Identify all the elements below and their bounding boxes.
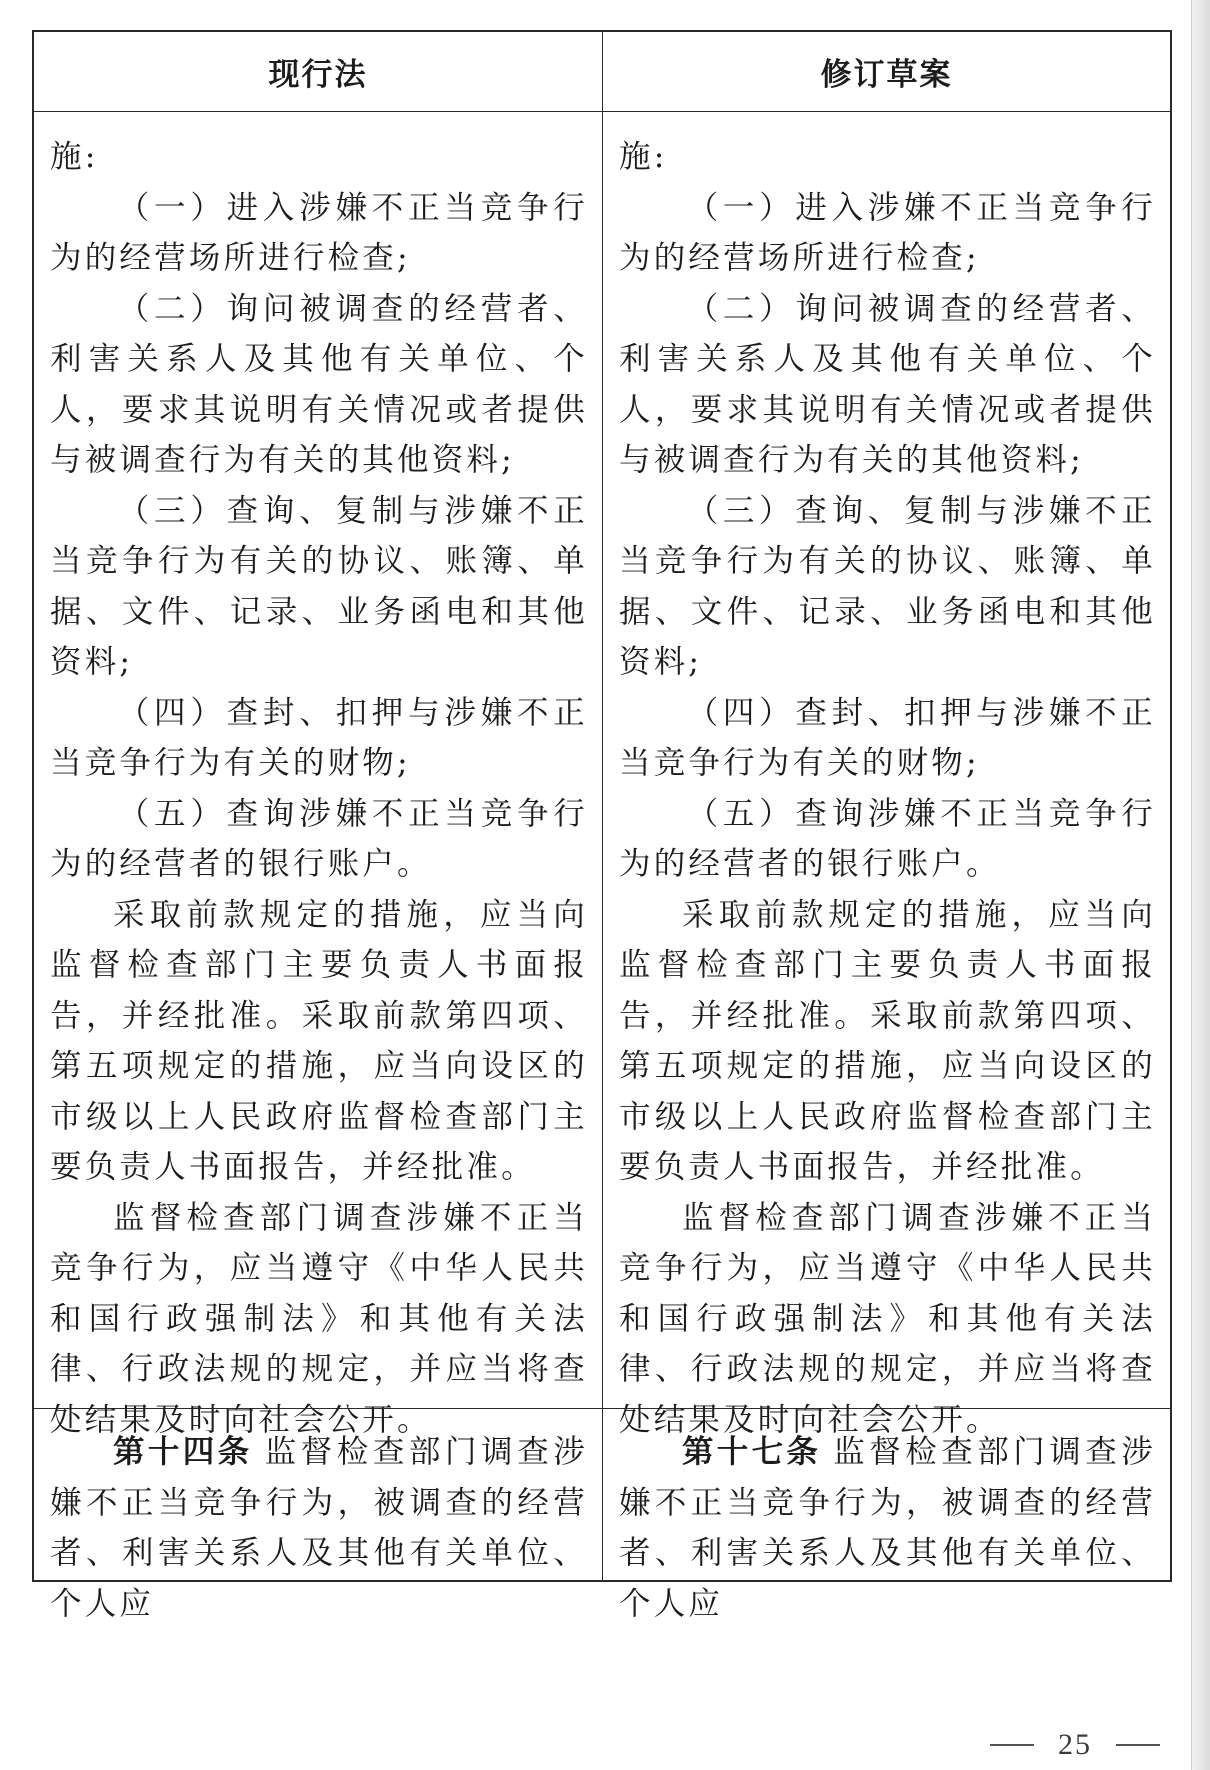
table-content-row — [34, 112, 1170, 1438]
current-law-cell — [34, 112, 602, 1438]
page-number-dash-left — [990, 1744, 1034, 1746]
draft-para-2: （二）询问被调查的经营者、利害关系人及其他有关单位、个人，要求其说明有关情况或者提供与被调查行为有关的其他资料; — [619, 290, 1156, 478]
draft-article-text: 监督检查部门调查涉嫌不正当竞争行为，被调查的经营者、利害关系人及其他有关单位、个人应 — [619, 1434, 1156, 1622]
current-law-para-2: （二）询问被调查的经营者、利害关系人及其他有关单位、个人，要求其说明有关情况或者提供与被调查行为有关的其他资料; — [50, 290, 588, 478]
header-cell-draft — [602, 32, 1170, 111]
draft-para-7: 监督检查部门调查涉嫌不正当竞争行为，应当遵守《中华人民共和国行政强制法》和其他有关法律、行政法规的规定，并应当将查处结果及时向社会公开。 — [619, 1199, 1156, 1438]
table-header-row — [34, 32, 1170, 112]
draft-article — [619, 1427, 1156, 1629]
current-law-para-0: 施: — [50, 139, 99, 175]
draft-para-1: （一）进入涉嫌不正当竞争行为的经营场所进行检查; — [619, 189, 1156, 276]
draft-para-0: 施: — [619, 139, 668, 175]
current-law-para-7: 监督检查部门调查涉嫌不正当竞争行为，应当遵守《中华人民共和国行政强制法》和其他有关法律、行政法规的规定，并应当将查处结果及时向社会公开。 — [50, 1199, 588, 1438]
draft-article-cell — [602, 1409, 1170, 1622]
current-law-para-4: （四）查封、扣押与涉嫌不正当竞争行为有关的财物; — [50, 694, 588, 781]
draft-para-3: （三）查询、复制与涉嫌不正当竞争行为有关的协议、账簿、单据、文件、记录、业务函电和其他资料; — [619, 492, 1156, 680]
current-law-para-1: （一）进入涉嫌不正当竞争行为的经营场所进行检查; — [50, 189, 588, 276]
page-number — [990, 1728, 1160, 1762]
draft-para-6: 采取前款规定的措施，应当向监督检查部门主要负责人书面报告，并经批准。采取前款第四项、第五项规定的措施，应当向设区的市级以上人民政府监督检查部门主要负责人书面报告，并经批准。 — [619, 896, 1156, 1185]
page-edge — [1191, 0, 1210, 1770]
page-number-dash-right — [1116, 1744, 1160, 1746]
draft-article-number: 第十七条 — [682, 1434, 822, 1470]
comparison-table — [32, 30, 1172, 1622]
header-draft: 修订草案 — [820, 57, 953, 93]
current-law-article-text: 监督检查部门调查涉嫌不正当竞争行为，被调查的经营者、利害关系人及其他有关单位、个人应 — [50, 1434, 588, 1622]
header-cell-current-law — [34, 32, 602, 111]
draft-para-5: （五）查询涉嫌不正当竞争行为的经营者的银行账户。 — [619, 795, 1156, 882]
header-current-law: 现行法 — [268, 57, 368, 93]
current-law-article-cell — [34, 1409, 602, 1622]
draft-cell — [602, 112, 1170, 1438]
draft-para-4: （四）查封、扣押与涉嫌不正当竞争行为有关的财物; — [619, 694, 1156, 781]
current-law-para-5: （五）查询涉嫌不正当竞争行为的经营者的银行账户。 — [50, 795, 588, 882]
page-number-value: 25 — [1058, 1728, 1092, 1761]
current-law-article-number: 第十四条 — [113, 1434, 253, 1470]
current-law-para-3: （三）查询、复制与涉嫌不正当竞争行为有关的协议、账簿、单据、文件、记录、业务函电和其他资料; — [50, 492, 588, 680]
table-article-row — [34, 1409, 1170, 1622]
current-law-article — [50, 1427, 588, 1629]
current-law-para-6: 采取前款规定的措施，应当向监督检查部门主要负责人书面报告，并经批准。采取前款第四项、第五项规定的措施，应当向设区的市级以上人民政府监督检查部门主要负责人书面报告，并经批准。 — [50, 896, 588, 1185]
